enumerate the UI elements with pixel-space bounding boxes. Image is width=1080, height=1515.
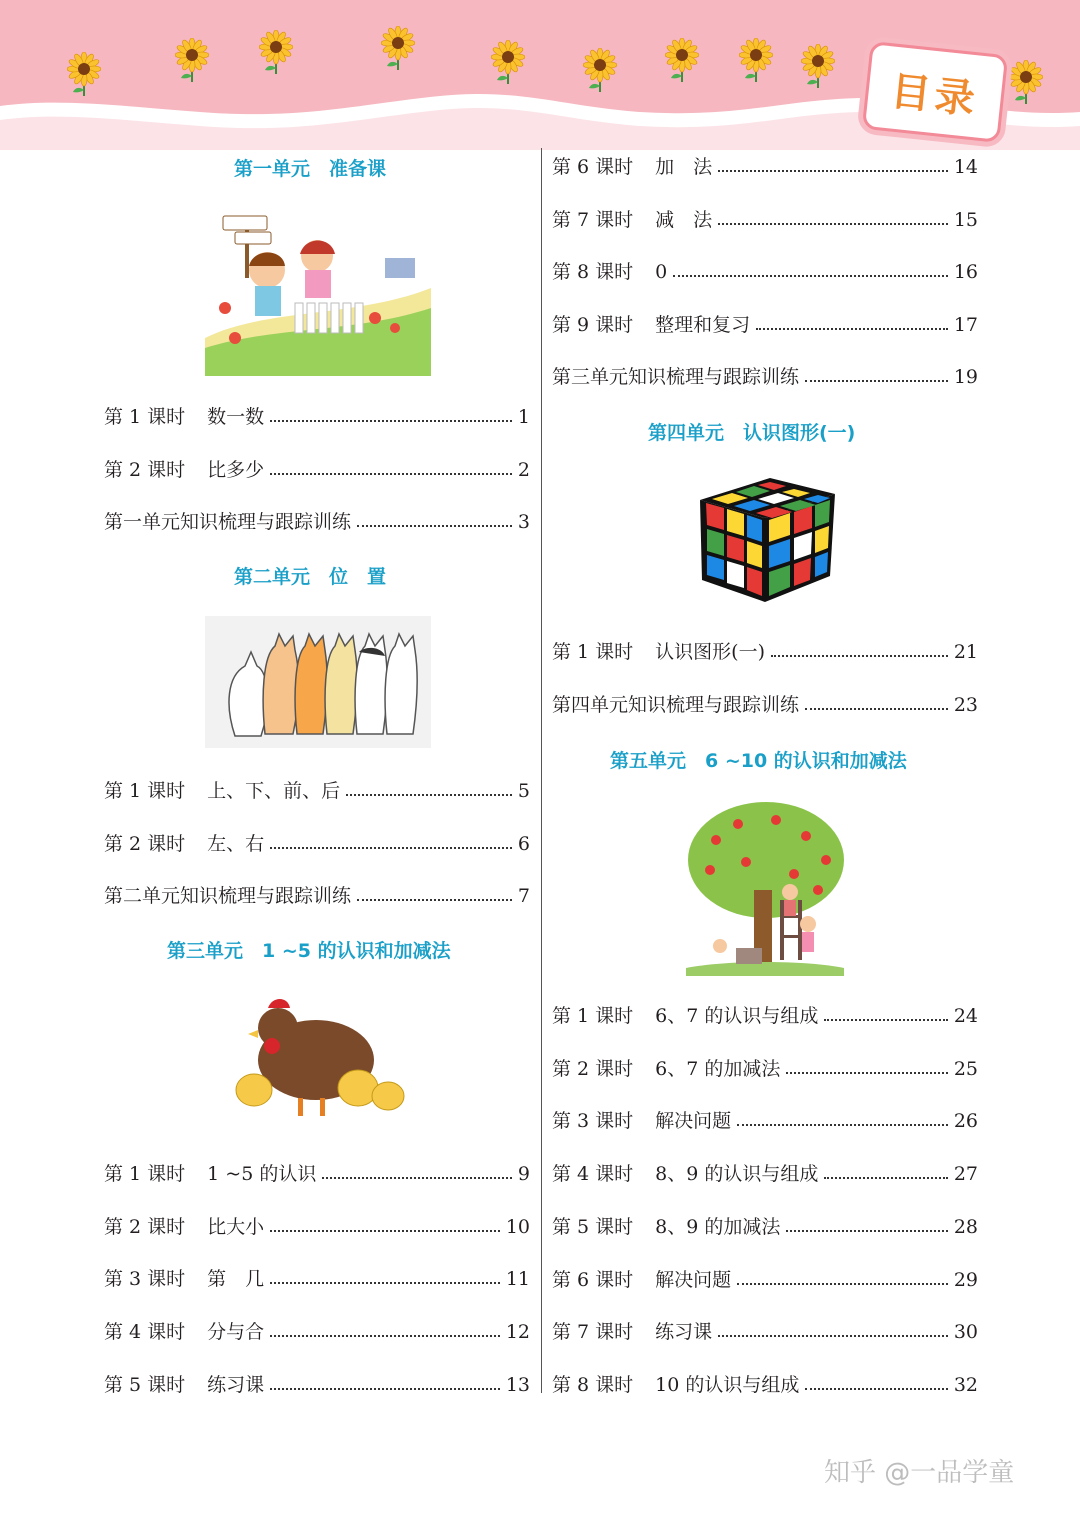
lesson-label: 第 2 课时 [104,832,186,855]
lesson-label: 第 1 课时 [104,1163,186,1185]
toc-entry[interactable] [552,364,978,390]
lesson-title: 上、下、前、后 [207,780,341,802]
dot-leader [322,1177,512,1179]
lesson-label: 第 4 课时 [104,1321,186,1344]
dot-leader [270,420,512,422]
cats-illustration [205,616,431,748]
lesson-label: 第 2 课时 [552,1057,634,1080]
unit-heading-5: 第五单元 6 ~10 的认识和加减法 [610,750,907,772]
page-number: 27 [953,1163,978,1186]
dot-leader [786,1230,947,1232]
flower-icon [259,30,293,76]
lesson-label: 第 8 课时 [552,261,634,283]
dot-leader [786,1072,947,1074]
page-number: 9 [517,1163,530,1185]
lesson-title: 0 [655,261,668,283]
lesson-label: 第 2 课时 [104,458,186,481]
toc-entry[interactable] [552,1003,978,1029]
dot-leader [270,1388,500,1390]
apple-tree-illustration [686,800,844,976]
page-number: 17 [953,313,978,336]
page-number: 11 [505,1268,530,1291]
dot-leader [718,170,948,172]
toc-entry[interactable] [104,1319,530,1345]
lesson-label: 第 9 课时 [552,313,634,336]
dot-leader [673,275,948,277]
page-number: 15 [953,208,978,231]
dot-leader [270,1230,500,1232]
page-number: 23 [953,693,978,716]
unit-heading-4: 第四单元 认识图形(一) [648,422,856,444]
page-number: 26 [953,1110,978,1133]
dot-leader [737,1283,948,1285]
page-number: 16 [953,261,978,283]
flower-icon [381,26,415,72]
lesson-label: 第 7 课时 [552,208,634,231]
lesson-title: 认识图形(一) [655,641,765,663]
lesson-title: 数一数 [207,406,265,428]
toc-entry[interactable] [552,692,978,718]
dot-leader [805,380,948,382]
lesson-title: 解决问题 [655,1110,732,1133]
dot-leader [270,473,512,475]
lesson-title: 1 ~5 的认识 [207,1163,317,1185]
flower-icon [491,40,525,86]
dot-leader [737,1124,948,1126]
kids-walking-illustration [205,208,431,376]
toc-entry[interactable] [552,1108,978,1134]
page-number: 12 [505,1321,530,1344]
toc-entry[interactable] [104,404,530,430]
lesson-title: 分与合 [207,1321,265,1344]
rubiks-cube-illustration [690,470,840,610]
lesson-title: 6、7 的加减法 [655,1057,781,1080]
lesson-title: 6、7 的认识与组成 [655,1005,819,1027]
dot-leader [718,1335,948,1337]
lesson-label: 第 3 课时 [552,1110,634,1133]
toc-entry[interactable] [104,457,530,483]
flower-icon [67,52,101,98]
unit-heading-2: 第二单元 位 置 [234,566,387,588]
page-number: 6 [517,832,530,855]
flower-icon [665,38,699,84]
toc-entry[interactable] [552,259,978,285]
dot-leader [756,328,948,330]
lesson-label: 第 1 课时 [104,406,186,428]
dot-leader [805,708,948,710]
lesson-title: 减 法 [655,208,713,231]
dot-leader [270,1335,500,1337]
lesson-title: 第 几 [207,1268,265,1291]
lesson-title: 比多少 [207,458,265,481]
toc-entry[interactable] [104,1266,530,1292]
toc-entry[interactable] [552,1161,978,1187]
page-number: 1 [517,406,530,428]
dot-leader [805,1388,947,1390]
lesson-label: 第 3 课时 [104,1268,186,1291]
page-number: 2 [517,458,530,481]
flower-icon [175,38,209,84]
page-number: 19 [953,366,978,388]
lesson-title: 解决问题 [655,1268,732,1291]
unit-heading-3: 第三单元 1 ~5 的认识和加减法 [167,940,451,962]
lesson-label: 第 1 课时 [552,1005,634,1027]
flower-icon [739,38,773,84]
toc-entry[interactable] [104,831,530,857]
page-number: 21 [953,641,978,663]
toc-entry[interactable] [104,778,530,804]
toc-entry[interactable] [552,1372,978,1398]
page-title-text: 目录 [888,68,981,123]
dot-leader [824,1177,947,1179]
lesson-label: 第 1 课时 [552,641,634,663]
lesson-label: 第 7 课时 [552,1321,634,1344]
page-number: 14 [953,156,978,178]
lesson-title: 练习课 [655,1321,713,1344]
lesson-title: 10 的认识与组成 [655,1373,800,1396]
flower-icon [583,48,617,94]
lesson-title: 比大小 [207,1215,265,1238]
lesson-label: 第 6 课时 [552,156,634,178]
dot-leader [718,223,948,225]
lesson-label: 第 8 课时 [552,1373,634,1396]
toc-entry[interactable] [552,154,978,180]
hen-and-chicks-illustration [228,988,408,1128]
page-title [862,41,1008,143]
lesson-title: 第二单元知识梳理与跟踪训练 [104,885,352,907]
lesson-label: 第 1 课时 [104,780,186,802]
page-number: 3 [517,511,530,533]
flower-icon [801,44,835,90]
toc-entry[interactable] [552,207,978,233]
lesson-title: 第四单元知识梳理与跟踪训练 [552,693,800,716]
dot-leader [270,1282,500,1284]
toc-entry[interactable] [552,1214,978,1240]
page-number: 13 [505,1373,530,1396]
unit-heading-1: 第一单元 准备课 [234,158,387,180]
toc-entry[interactable] [104,1161,530,1187]
watermark: 知乎 @一品学童 [824,1458,1015,1488]
dot-leader [824,1019,947,1021]
page-number: 25 [953,1057,978,1080]
toc-entry[interactable] [104,1372,530,1398]
page-number: 10 [505,1215,530,1238]
dot-leader [357,899,512,901]
toc-entry[interactable] [104,1214,530,1240]
lesson-title: 8、9 的加减法 [655,1215,781,1238]
lesson-label: 第 5 课时 [552,1215,634,1238]
lesson-title: 练习课 [207,1373,265,1396]
column-divider [541,148,542,1393]
toc-entry[interactable] [552,312,978,338]
lesson-title: 第三单元知识梳理与跟踪训练 [552,366,800,388]
page-number: 30 [953,1321,978,1344]
lesson-label: 第 2 课时 [104,1215,186,1238]
page-number: 29 [953,1268,978,1291]
flower-icon [1009,60,1043,106]
lesson-title: 加 法 [655,156,713,178]
toc-entry[interactable] [552,1056,978,1082]
dot-leader [771,655,948,657]
lesson-title: 整理和复习 [655,313,751,336]
dot-leader [346,794,512,796]
toc-entry[interactable] [552,639,978,665]
page-number: 32 [953,1373,978,1396]
lesson-label: 第 4 课时 [552,1163,634,1186]
toc-entry[interactable] [552,1319,978,1345]
lesson-title: 8、9 的认识与组成 [655,1163,819,1186]
lesson-title: 左、右 [207,832,265,855]
lesson-label: 第 6 课时 [552,1268,634,1291]
toc-entry[interactable] [552,1267,978,1293]
page-number: 28 [953,1215,978,1238]
dot-leader [270,847,512,849]
page-number: 5 [517,780,530,802]
page-number: 24 [953,1005,978,1027]
page-number: 7 [517,885,530,907]
lesson-label: 第 5 课时 [104,1373,186,1396]
lesson-title: 第一单元知识梳理与跟踪训练 [104,511,352,533]
dot-leader [357,525,512,527]
toc-entry[interactable] [104,883,530,909]
toc-entry[interactable] [104,509,530,535]
